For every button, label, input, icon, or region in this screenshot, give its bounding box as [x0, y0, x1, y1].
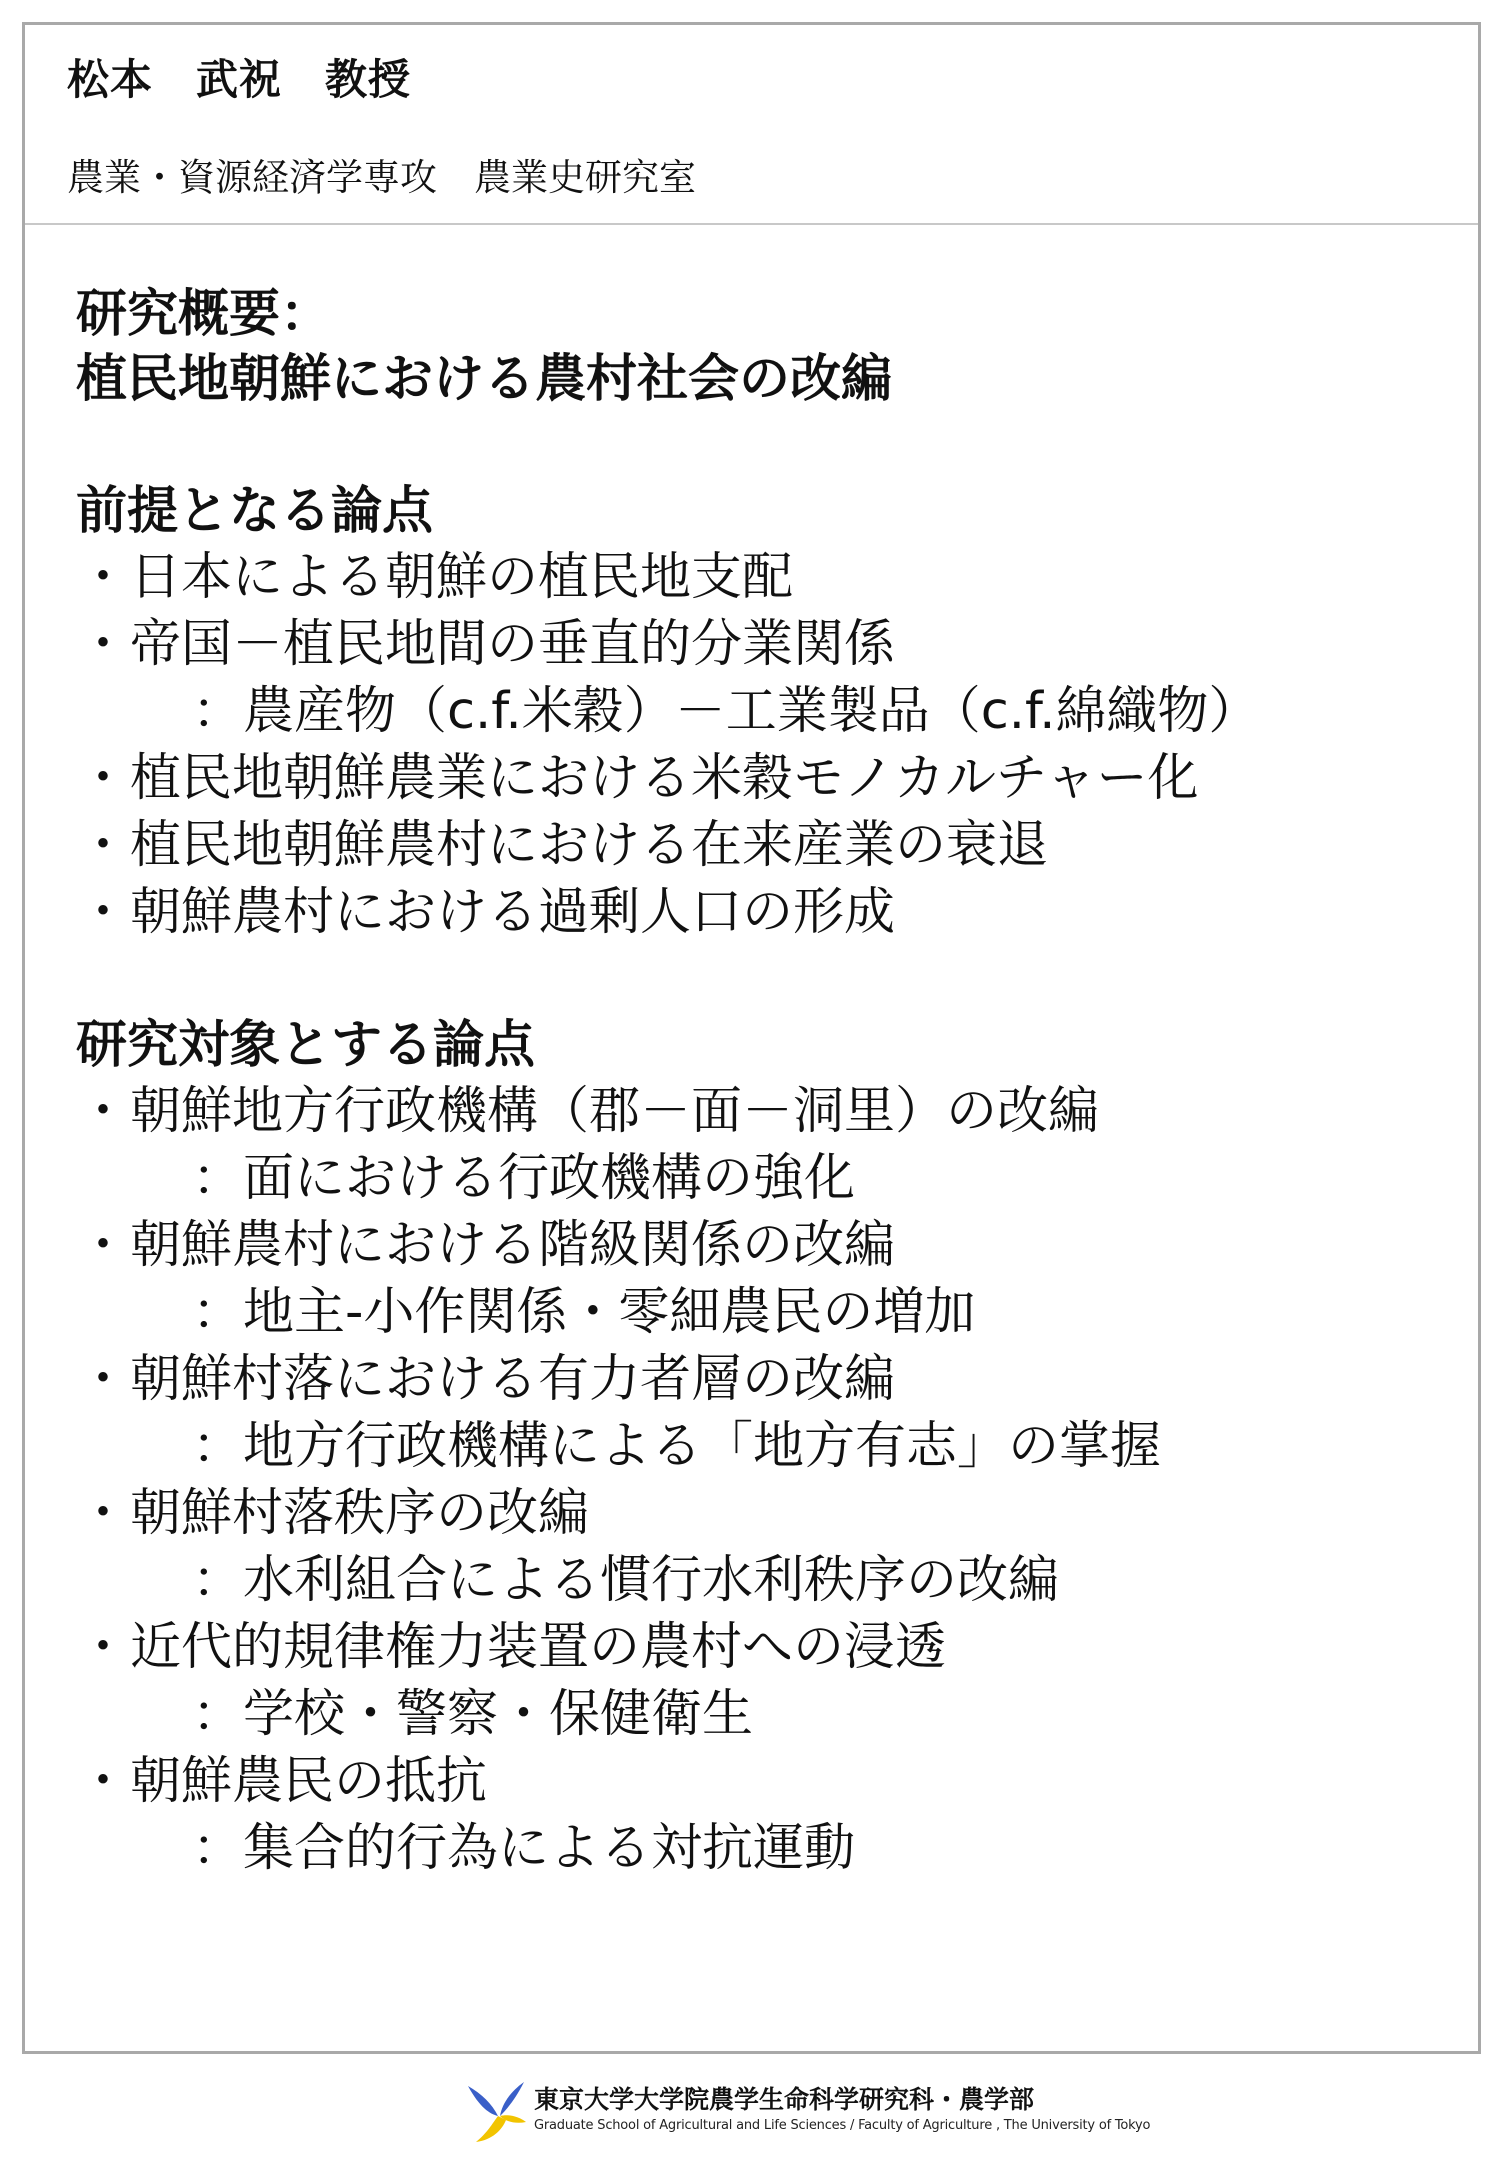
bullet-marker: ・ [77, 816, 129, 875]
department-label: 農業・資源経済学専攻 農業史研究室 [67, 156, 696, 199]
section-gap [76, 946, 1436, 1013]
list-item-text: 朝鮮農民の抵抗 [130, 1752, 488, 1811]
bullet-marker: ・ [77, 1752, 129, 1811]
list-item-row [76, 1748, 1436, 1815]
bullet-marker: ・ [77, 1618, 129, 1677]
list-item-detail: ：学校・警察・保健衛生 [192, 1685, 754, 1744]
bullet-marker: ・ [77, 548, 129, 607]
overview-section [76, 282, 1436, 412]
overview-title-line2: 植民地朝鮮における農村社会の改編 [76, 350, 893, 409]
bullet-marker: ・ [77, 615, 129, 674]
list-item-detail: ：地方行政機構による「地方有志」の掌握 [192, 1417, 1162, 1476]
list-item-detail: ：面における行政機構の強化 [192, 1149, 856, 1208]
list-item [76, 544, 1436, 611]
list-item-detail: ：集合的行為による対抗運動 [192, 1819, 856, 1878]
list-item-detail: ：農産物（c.f.米穀）－工業製品（c.f.綿織物） [192, 682, 1260, 741]
bullet-marker: ・ [77, 749, 129, 808]
list-item-row [76, 1346, 1436, 1413]
list-item-text: 帝国－植民地間の垂直的分業関係 [130, 615, 896, 674]
list-item-detail: ：地主-小作関係・零細農民の増加 [192, 1283, 976, 1342]
research-title: 研究対象とする論点 [76, 1016, 536, 1075]
bullet-marker: ・ [77, 1350, 129, 1409]
list-item [76, 1748, 1436, 1882]
list-item-row [76, 1480, 1436, 1547]
section-gap [76, 412, 1436, 479]
list-item-row [76, 1212, 1436, 1279]
person-name: 松本 武祝 教授 [67, 55, 412, 104]
list-item-text: 植民地朝鮮農村における在来産業の衰退 [130, 816, 1049, 875]
list-item [76, 745, 1436, 812]
list-item-text: 朝鮮地方行政機構（郡－面－洞里）の改編 [130, 1082, 1100, 1141]
list-item [76, 1078, 1436, 1212]
premises-title: 前提となる論点 [76, 482, 434, 541]
list-item-text: 朝鮮農村における階級関係の改編 [130, 1216, 896, 1275]
bullet-marker: ・ [77, 1082, 129, 1141]
list-item-text: 朝鮮村落における有力者層の改編 [130, 1350, 896, 1409]
list-item-row [76, 544, 1436, 611]
footer-university-jp: 東京大学大学院農学生命科学研究科・農学部 [534, 2085, 1035, 2114]
list-item-row [76, 745, 1436, 812]
list-item [76, 1346, 1436, 1480]
research-section [76, 1013, 1436, 1882]
list-item-text: 近代的規律権力装置の農村への浸透 [130, 1618, 947, 1677]
list-item [76, 1480, 1436, 1614]
list-item-row [76, 879, 1436, 946]
list-item [76, 611, 1436, 745]
bullet-marker: ・ [77, 883, 129, 942]
list-item-text: 朝鮮農村における過剰人口の形成 [130, 883, 896, 942]
list-item-detail: ：水利組合による慣行水利秩序の改編 [192, 1551, 1060, 1610]
bullet-marker: ・ [77, 1484, 129, 1543]
list-item [76, 1212, 1436, 1346]
list-item-row [76, 1614, 1436, 1681]
list-item [76, 812, 1436, 879]
premises-section [76, 479, 1436, 946]
list-item-text: 朝鮮村落秩序の改編 [130, 1484, 590, 1543]
ginkgo-leaf-icon [462, 2078, 530, 2146]
research-list [76, 1078, 1436, 1882]
list-item-text: 植民地朝鮮農業における米穀モノカルチャー化 [130, 749, 1199, 808]
overview-title-line1: 研究概要： [76, 285, 332, 344]
list-item [76, 879, 1436, 946]
list-item-row [76, 812, 1436, 879]
content [76, 282, 1436, 1882]
header [25, 25, 1478, 225]
footer-university-en: Graduate School of Agricultural and Life Sciences / Faculty of Agriculture , The University of Tokyo [534, 2118, 1151, 2133]
bullet-marker: ・ [77, 1216, 129, 1275]
list-item-row [76, 611, 1436, 678]
list-item-row [76, 1078, 1436, 1145]
footer [0, 2070, 1500, 2150]
premises-list [76, 544, 1436, 946]
list-item-text: 日本による朝鮮の植民地支配 [130, 548, 794, 607]
list-item [76, 1614, 1436, 1748]
